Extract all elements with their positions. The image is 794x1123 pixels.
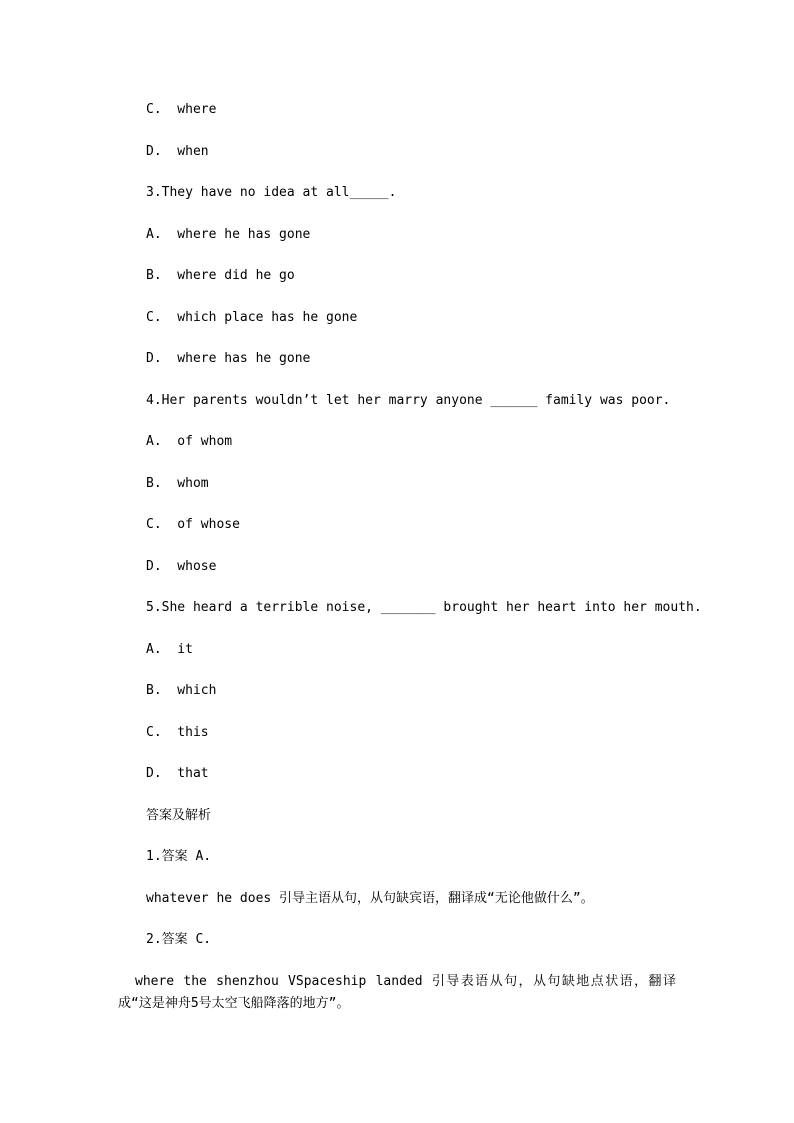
option-line: B. where did he go xyxy=(146,268,295,283)
option-line: A. of whom xyxy=(146,434,233,449)
answer-label: 2.答案 C. xyxy=(146,932,212,947)
option-line: B. whom xyxy=(146,475,209,491)
answer-explanation: whatever he does 引导主语从句，从句缺宾语，翻译成“无论他做什么”。 xyxy=(146,890,594,906)
option-line: C. which place has he gone xyxy=(146,309,358,325)
option-line: C. where xyxy=(146,102,217,117)
question-prompt: 4.Her parents wouldn’t let her marry anyone ______ family was poor. xyxy=(146,392,671,408)
question-prompt: 3.They have no idea at all_____. xyxy=(146,185,397,200)
option-line: A. where he has gone xyxy=(146,226,311,242)
answer-label: 1.答案 A. xyxy=(146,849,212,864)
option-line: A. it xyxy=(146,641,193,657)
option-line: D. that xyxy=(146,766,209,781)
answer-explanation: where the shenzhou VSpaceship landed 引导表语从句，从句缺地点状语，翻译成“这是神舟5号太空飞船降落的地方”。 xyxy=(118,973,676,1011)
option-line: B. which xyxy=(146,683,217,698)
option-line: D. when xyxy=(146,143,209,159)
answers-heading: 答案及解析 xyxy=(146,807,212,823)
option-line: C. this xyxy=(146,724,209,740)
question-prompt: 5.She heard a terrible noise, _______ brought her heart into her mouth. xyxy=(146,600,702,615)
option-line: D. where has he gone xyxy=(146,351,311,366)
option-line: C. of whose xyxy=(146,517,240,532)
option-line: D. whose xyxy=(146,558,217,574)
